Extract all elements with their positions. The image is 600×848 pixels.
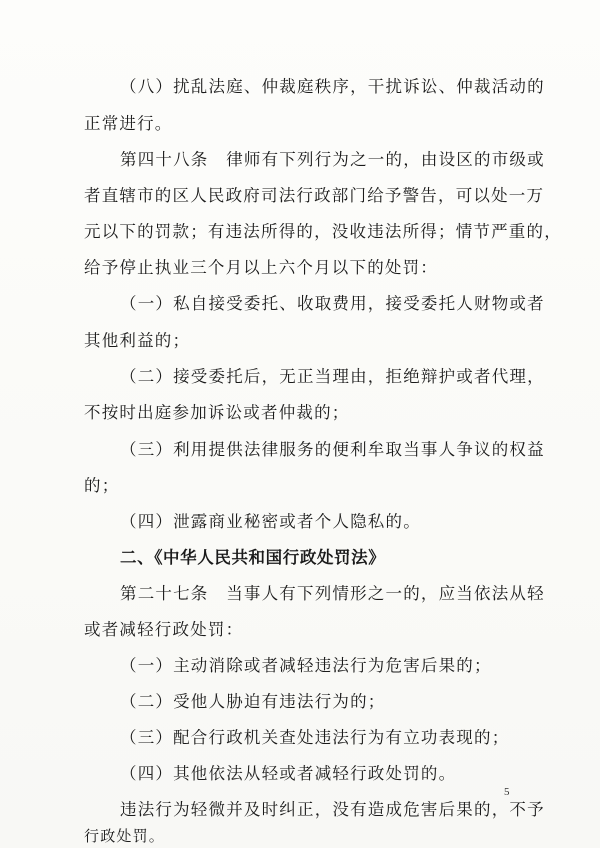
section-heading: 二、《中华人民共和国行政处罚法》 [120, 548, 386, 567]
text-line: 违法行为轻微并及时纠正，没有造成危害后果的，不予 [120, 800, 545, 819]
text-line: （二）受他人胁迫有违法行为的； [120, 692, 386, 711]
text-line: 第二十七条 当事人有下列情形之一的，应当依法从轻 [120, 584, 545, 603]
text-line: （一）主动消除或者减轻违法行为危害后果的； [120, 656, 492, 675]
text-line: （二）接受委托后，无正当理由，拒绝辩护或者代理， [120, 367, 545, 386]
text-line: 行政处罚。 [84, 827, 166, 845]
text-line: 不按时出庭参加诉讼或者仲裁的； [84, 403, 350, 422]
text-line: （三）利用提供法律服务的便利牟取当事人争议的权益 [120, 440, 545, 459]
text-line: 第四十八条 律师有下列行为之一的，由设区的市级或 [120, 150, 545, 169]
text-line: 者直辖市的区人民政府司法行政部门给予警告，可以处一万 [84, 186, 545, 205]
text-line: 或者减轻行政处罚： [84, 620, 244, 639]
text-line: （四）其他依法从轻或者减轻行政处罚的。 [120, 764, 457, 783]
text-line: （三）配合行政机关查处违法行为有立功表现的； [120, 728, 510, 747]
text-line: （八）扰乱法庭、仲裁庭秩序，干扰诉讼、仲裁活动的 [120, 77, 545, 96]
text-line: （一）私自接受委托、收取费用，接受委托人财物或者 [120, 294, 545, 313]
text-line: 给予停止执业三个月以上六个月以下的处罚： [84, 258, 438, 277]
text-line: 的； [84, 476, 120, 495]
text-line: （四）泄露商业秘密或者个人隐私的。 [120, 512, 421, 531]
text-line: 正常进行。 [84, 114, 173, 133]
text-line: 元以下的罚款；有违法所得的，没收违法所得；情节严重的， [84, 222, 562, 241]
text-line: 其他利益的； [84, 331, 191, 350]
page-number: 5 [504, 786, 510, 798]
